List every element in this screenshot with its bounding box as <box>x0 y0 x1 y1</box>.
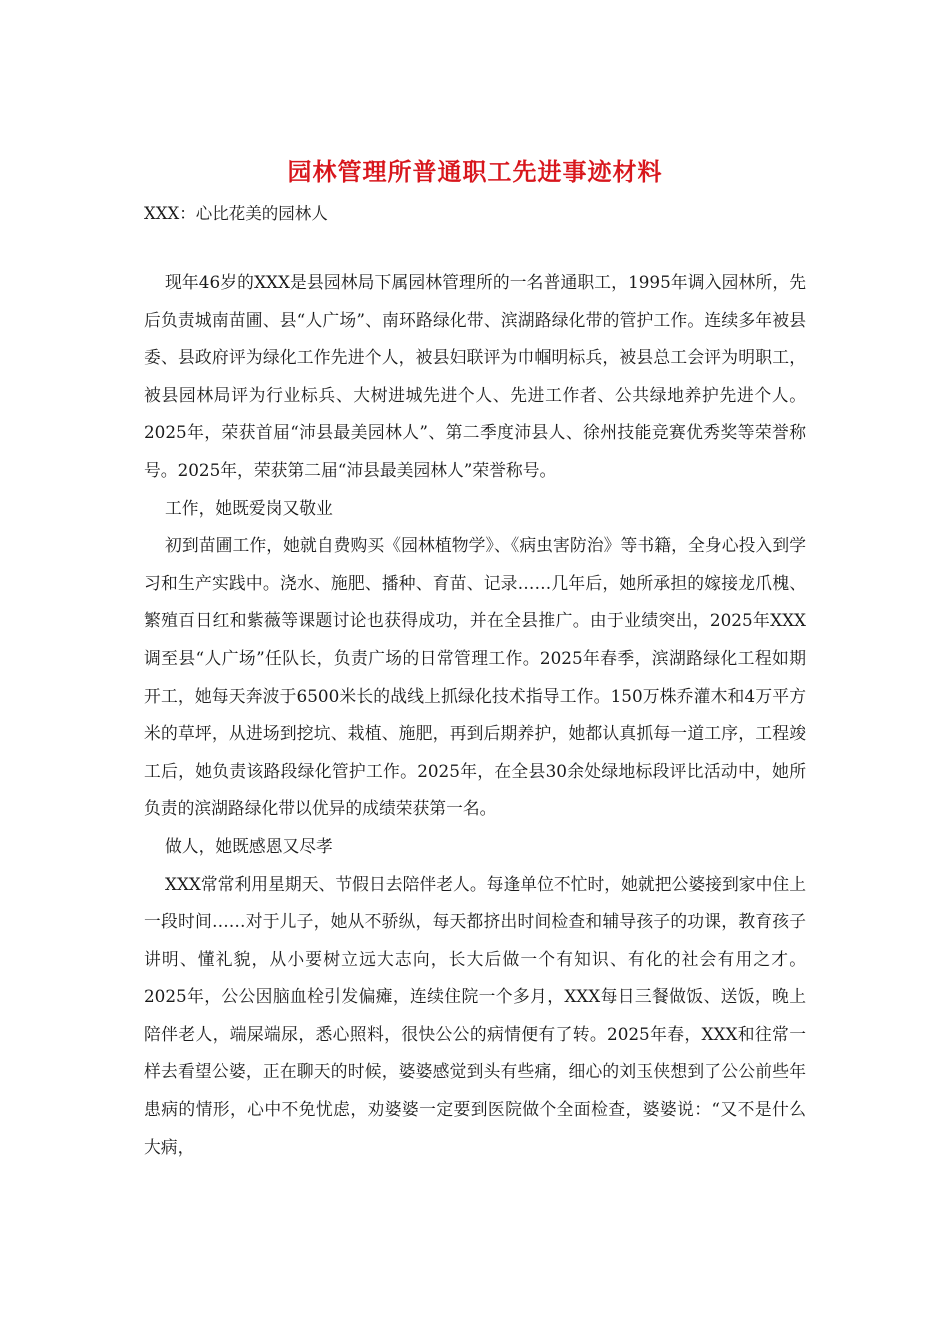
document-subtitle: XXX：心比花美的园林人 <box>144 204 328 223</box>
document-title: 园林管理所普通职工先进事迹材料 <box>287 157 663 186</box>
intro-paragraph: 现年46岁的XXX是县园林局下属园林管理所的一名普通职工，1995年调入园林所，先后负责城南苗圃、县“人广场”、南环路绿化带、滨湖路绿化带的管护工作。连续多年被县委、县政府评为绿化工作先进个人，被县妇联评为巾帼明标兵，被县总工会评为明职工，被县园林局评为行业标兵、大树进城先进个人、先进工作者、公共绿地养护先进个人。2025年，荣获首届“沛县最美园林人”、第二季度沛县人、徐州技能竞赛优秀奖等荣誉称号。2025年，荣获第二届“沛县最美园林人”荣誉称号。 <box>144 272 806 480</box>
section-heading-person: 做人，她既感恩又尽孝 <box>165 835 333 856</box>
section-heading-work: 工作，她既爱岗又敬业 <box>165 497 333 518</box>
work-paragraph: 初到苗圃工作，她就自费购买《园林植物学》、《病虫害防治》等书籍，全身心投入到学习和生产实践中。浇水、施肥、播种、育苗、记录……几年后，她所承担的嫁接龙爪槐、繁殖百日红和紫薇等课题讨论也获得成功，并在全县推广。由于业绩突出，2025年XXX调至县“人广场”任队长，负责广场的日常管理工作。2025年春季，滨湖路绿化工程如期开工，她每天奔波于6500米长的战线上抓绿化技术指导工作。150万株乔灌木和4万平方米的草坪，从进场到挖坑、栽植、施肥，再到后期养护，她都认真抓每一道工序，工程竣工后，她负责该路段绿化管护工作。2025年，在全县30余处绿地标段评比活动中，她所负责的滨湖路绿化带以优异的成绩荣获第一名。 <box>144 535 806 819</box>
person-paragraph: XXX常常利用星期天、节假日去陪伴老人。每逢单位不忙时，她就把公婆接到家中住上一段时间……对于儿子，她从不骄纵，每天都挤出时间检查和辅导孩子的功课，教育孩子讲明、懂礼貌，从小要树立远大志向，长大后做一个有知识、有化的社会有用之才。2025年，公公因脑血栓引发偏瘫，连续住院一个多月，XXX每日三餐做饭、送饭，晚上陪伴老人，端屎端尿，悉心照料，很快公公的病情便有了转。2025年春，XXX和往常一样去看望公婆，正在聊天的时候，婆婆感觉到头有些痛，细心的刘玉侠想到了公公前些年患病的情形，心中不免忧虑，劝婆婆一定要到医院做个全面检查，婆婆说：“又不是什么大病， <box>144 873 806 1157</box>
document-body <box>144 264 806 1166</box>
